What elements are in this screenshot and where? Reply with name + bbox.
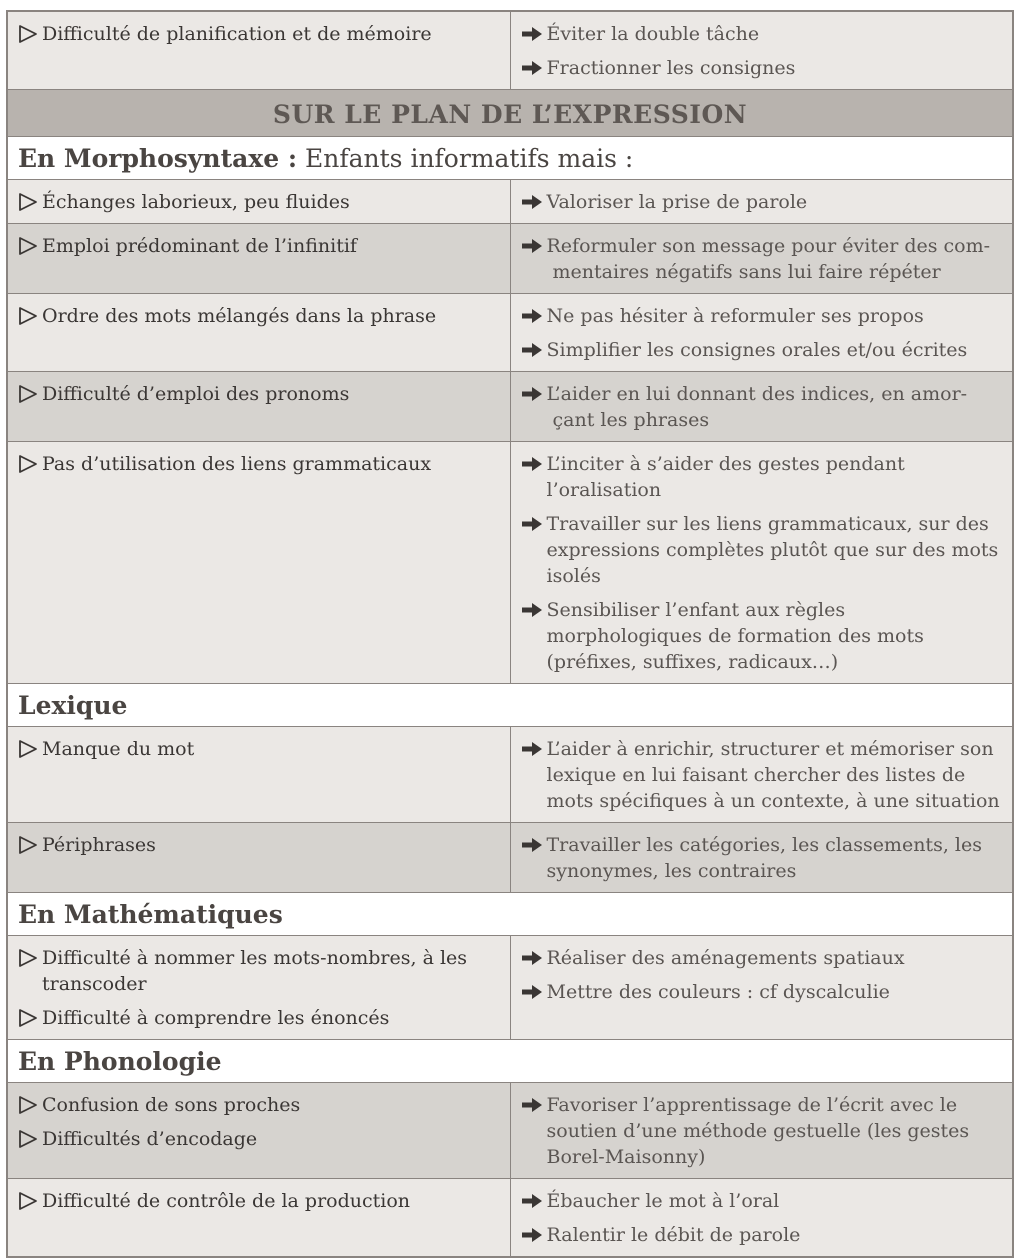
adaptation-cell [510, 180, 1013, 224]
adaptation-item [521, 597, 1003, 675]
adaptation-item [521, 1222, 1003, 1248]
adaptation-text: Favoriser l’apprentissage de l’écrit avec le soutien d’une méthode gestuelle (les gestes Borel-Maisonny) [546, 1094, 970, 1168]
adaptation-cell [510, 294, 1013, 372]
section-title-cell [7, 893, 1013, 936]
adaptation-text: Sensibiliser l’enfant aux règles morphologiques de formation des mots (préfixes, suffixes, radicaux…) [546, 599, 924, 673]
section-title: Lexique [18, 691, 128, 720]
adaptation-item [521, 979, 1003, 1005]
difficulty-item [18, 1092, 500, 1118]
table-row [7, 442, 1013, 684]
triangle-bullet-icon [18, 381, 42, 407]
difficulty-text: Difficultés d’encodage [42, 1128, 258, 1150]
adaptation-text: Ralentir le débit de parole [546, 1224, 801, 1246]
section-subtitle: Enfants informatifs mais : [305, 144, 634, 173]
table-row [7, 294, 1013, 372]
table-row [7, 180, 1013, 224]
adaptation-text: Ne pas hésiter à reformuler ses propos [546, 305, 924, 327]
triangle-bullet-icon [18, 1126, 42, 1152]
band-title-cell [7, 90, 1013, 137]
triangle-bullet-icon [18, 1005, 42, 1031]
section-title: En Mathématiques [18, 900, 283, 929]
adaptation-cell [510, 1179, 1013, 1258]
adaptation-text: Simplifier les consignes orales et/ou écrites [546, 339, 968, 361]
section-title: En Phonologie [18, 1047, 222, 1076]
adaptation-text: Fractionner les consignes [546, 57, 796, 79]
difficulty-text: Difficulté de contrôle de la production [42, 1190, 411, 1212]
triangle-bullet-icon [18, 736, 42, 762]
adaptation-text: Mettre des couleurs : cf dyscalculie [546, 981, 890, 1003]
section-row [7, 1040, 1013, 1083]
triangle-bullet-icon [18, 1188, 42, 1214]
adaptation-cell [510, 727, 1013, 823]
table-row [7, 224, 1013, 294]
triangle-bullet-icon [18, 21, 42, 47]
difficulty-text: Difficulté à comprendre les énoncés [42, 1007, 390, 1029]
difficulty-item [18, 451, 500, 477]
difficulty-item [18, 303, 500, 329]
difficulty-cell [7, 180, 510, 224]
arrow-right-icon [521, 1222, 547, 1248]
arrow-right-icon [521, 303, 547, 329]
arrow-right-icon [521, 337, 547, 363]
difficulty-cell [7, 11, 510, 90]
difficulty-text: Difficulté de planification et de mémoire [42, 23, 432, 45]
section-title: En Morphosyntaxe : [18, 144, 298, 173]
adaptation-item [521, 451, 1003, 503]
arrow-right-icon [521, 832, 547, 858]
adaptation-cell [510, 823, 1013, 893]
triangle-bullet-icon [18, 233, 42, 259]
section-row [7, 684, 1013, 727]
adaptation-text: Travailler sur les liens grammaticaux, sur des expressions complètes plutôt que sur des mots isolés [546, 513, 999, 587]
difficulty-item [18, 381, 500, 407]
difficulty-text: Confusion de sons proches [42, 1094, 301, 1116]
triangle-bullet-icon [18, 303, 42, 329]
adaptation-item [521, 945, 1003, 971]
arrow-right-icon [521, 381, 547, 407]
adaptation-text: Valoriser la prise de parole [546, 191, 808, 213]
arrow-right-icon [521, 451, 547, 477]
triangle-bullet-icon [18, 945, 42, 971]
adaptation-text: L’aider en lui donnant des indices, en amor- çant les phrases [546, 383, 968, 431]
table-row [7, 936, 1013, 1040]
section-title-cell [7, 684, 1013, 727]
difficulty-text: Périphrases [42, 834, 156, 856]
arrow-right-icon [521, 1092, 547, 1118]
adaptation-item [521, 511, 1003, 589]
difficulty-item [18, 1126, 500, 1152]
adaptation-item [521, 233, 1003, 285]
adaptation-cell [510, 936, 1013, 1040]
section-title-cell [7, 137, 1013, 180]
arrow-right-icon [521, 597, 547, 623]
adaptation-text: L’inciter à s’aider des gestes pendant l’oralisation [546, 453, 905, 501]
section-row [7, 137, 1013, 180]
section-row [7, 893, 1013, 936]
arrow-right-icon [521, 55, 547, 81]
triangle-bullet-icon [18, 189, 42, 215]
difficulty-cell [7, 224, 510, 294]
difficulty-cell [7, 442, 510, 684]
arrow-right-icon [521, 979, 547, 1005]
arrow-right-icon [521, 21, 547, 47]
difficulty-item [18, 21, 500, 47]
adaptation-text: Réaliser des aménagements spatiaux [546, 947, 905, 969]
adaptation-item [521, 303, 1003, 329]
arrow-right-icon [521, 233, 547, 259]
difficulty-text: Échanges laborieux, peu fluides [42, 191, 350, 213]
adaptation-text: Reformuler son message pour éviter des com- mentaires négatifs sans lui faire répéter [546, 235, 991, 283]
difficulty-item [18, 945, 500, 997]
difficulty-text: Manque du mot [42, 738, 195, 760]
arrow-right-icon [521, 511, 547, 537]
arrow-right-icon [521, 1188, 547, 1214]
triangle-bullet-icon [18, 451, 42, 477]
difficulty-cell [7, 372, 510, 442]
triangle-bullet-icon [18, 1092, 42, 1118]
adaptation-cell [510, 372, 1013, 442]
difficulty-item [18, 1005, 500, 1031]
difficulty-text: Ordre des mots mélangés dans la phrase [42, 305, 437, 327]
table-row [7, 1179, 1013, 1258]
table-row [7, 727, 1013, 823]
adaptation-item [521, 337, 1003, 363]
difficulty-text: Difficulté d’emploi des pronoms [42, 383, 350, 405]
table-row [7, 372, 1013, 442]
table-row [7, 1083, 1013, 1179]
difficulty-cell [7, 294, 510, 372]
adaptation-item [521, 21, 1003, 47]
adaptations-table [6, 10, 1014, 1258]
section-title-cell [7, 1040, 1013, 1083]
triangle-bullet-icon [18, 832, 42, 858]
adaptation-item [521, 189, 1003, 215]
difficulty-cell [7, 823, 510, 893]
difficulty-item [18, 736, 500, 762]
adaptation-item [521, 55, 1003, 81]
table-row [7, 11, 1013, 90]
table-row [7, 823, 1013, 893]
band-title: SUR LE PLAN DE L’EXPRESSION [272, 100, 748, 129]
arrow-right-icon [521, 189, 547, 215]
adaptation-text: Éviter la double tâche [546, 23, 760, 45]
difficulty-cell [7, 1179, 510, 1258]
difficulty-item [18, 233, 500, 259]
adaptation-cell [510, 11, 1013, 90]
adaptation-item [521, 832, 1003, 884]
adaptation-text: Travailler les catégories, les classements, les synonymes, les contraires [546, 834, 982, 882]
difficulty-text: Emploi prédominant de l’infinitif [42, 235, 357, 257]
difficulty-text: Pas d’utilisation des liens grammaticaux [42, 453, 432, 475]
difficulty-item [18, 1188, 500, 1214]
arrow-right-icon [521, 945, 547, 971]
difficulty-cell [7, 727, 510, 823]
adaptation-item [521, 1188, 1003, 1214]
difficulty-cell [7, 936, 510, 1040]
adaptation-text: L’aider à enrichir, structurer et mémoriser son lexique en lui faisant chercher des listes de mots spécifiques à un contexte, à une situation [546, 738, 1000, 812]
difficulty-cell [7, 1083, 510, 1179]
difficulty-item [18, 832, 500, 858]
adaptation-cell [510, 224, 1013, 294]
arrow-right-icon [521, 736, 547, 762]
band-row [7, 90, 1013, 137]
adaptation-item [521, 736, 1003, 814]
adaptation-item [521, 1092, 1003, 1170]
difficulty-item [18, 189, 500, 215]
adaptation-cell [510, 1083, 1013, 1179]
difficulty-text: Difficulté à nommer les mots-nombres, à les transcoder [42, 947, 468, 995]
adaptation-item [521, 381, 1003, 433]
adaptation-cell [510, 442, 1013, 684]
adaptation-text: Ébaucher le mot à l’oral [546, 1190, 780, 1212]
